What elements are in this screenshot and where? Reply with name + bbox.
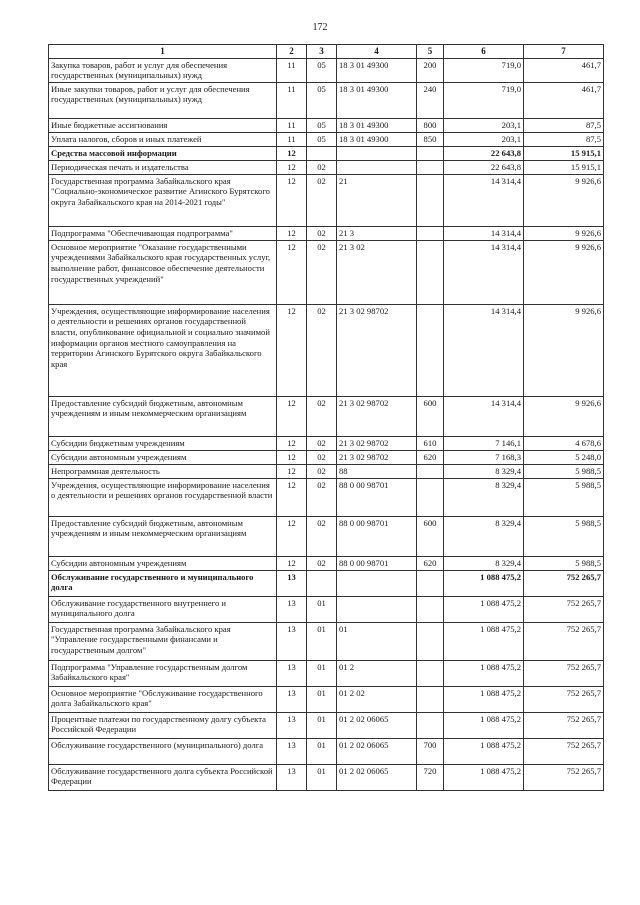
cell-section: 12 bbox=[277, 160, 307, 174]
cell-subsection: 01 bbox=[307, 738, 337, 764]
cell-subsection: 02 bbox=[307, 464, 337, 478]
cell-subsection: 02 bbox=[307, 240, 337, 304]
table-row bbox=[49, 304, 604, 396]
cell-amount-year1: 14 314,4 bbox=[444, 304, 524, 396]
cell-name: Процентные платежи по государственному долгу субъекта Российской Федерации bbox=[49, 712, 277, 738]
cell-name: Обслуживание государственного и муниципального долга bbox=[49, 570, 277, 596]
cell-name: Государственная программа Забайкальского края "Социально-экономическое развитие Агинского Бурятского округа Забайкальского края на 2014-2021 годы" bbox=[49, 174, 277, 226]
cell-amount-year2: 5 988,5 bbox=[524, 478, 604, 516]
cell-amount-year1: 8 329,4 bbox=[444, 478, 524, 516]
cell-name: Основное мероприятие "Обслуживание государственного долга Забайкальского края" bbox=[49, 686, 277, 712]
cell-amount-year1: 14 314,4 bbox=[444, 396, 524, 436]
cell-name: Государственная программа Забайкальского края "Управление государственными финансами и государственным долгом" bbox=[49, 622, 277, 660]
table-row bbox=[49, 132, 604, 146]
cell-amount-year1: 7 146,1 bbox=[444, 436, 524, 450]
cell-name: Субсидии автономным учреждениям bbox=[49, 556, 277, 570]
cell-subsection: 01 bbox=[307, 622, 337, 660]
table-row bbox=[49, 436, 604, 450]
cell-expense-type bbox=[417, 226, 444, 240]
cell-expense-type bbox=[417, 712, 444, 738]
cell-name: Закупка товаров, работ и услуг для обеспечения государственных (муниципальных) нужд bbox=[49, 58, 277, 82]
cell-section: 12 bbox=[277, 146, 307, 160]
page-number: 172 bbox=[312, 22, 328, 33]
table-row bbox=[49, 596, 604, 622]
cell-subsection bbox=[307, 146, 337, 160]
header-cell: 4 bbox=[337, 45, 417, 59]
cell-amount-year2: 752 265,7 bbox=[524, 764, 604, 790]
cell-amount-year1: 719,0 bbox=[444, 82, 524, 118]
table-row bbox=[49, 118, 604, 132]
cell-amount-year1: 1 088 475,2 bbox=[444, 622, 524, 660]
cell-target-article bbox=[337, 146, 417, 160]
cell-section: 12 bbox=[277, 226, 307, 240]
cell-section: 12 bbox=[277, 174, 307, 226]
cell-expense-type bbox=[417, 174, 444, 226]
cell-amount-year1: 719,0 bbox=[444, 58, 524, 82]
cell-expense-type: 850 bbox=[417, 132, 444, 146]
cell-target-article: 01 bbox=[337, 622, 417, 660]
cell-target-article: 21 3 bbox=[337, 226, 417, 240]
cell-section: 11 bbox=[277, 132, 307, 146]
cell-expense-type: 800 bbox=[417, 118, 444, 132]
cell-amount-year2: 9 926,6 bbox=[524, 396, 604, 436]
cell-target-article: 21 3 02 98702 bbox=[337, 436, 417, 450]
cell-amount-year2: 4 678,6 bbox=[524, 436, 604, 450]
cell-subsection: 01 bbox=[307, 686, 337, 712]
cell-expense-type: 620 bbox=[417, 556, 444, 570]
cell-amount-year2: 87,5 bbox=[524, 132, 604, 146]
cell-amount-year1: 14 314,4 bbox=[444, 226, 524, 240]
cell-expense-type: 720 bbox=[417, 764, 444, 790]
cell-expense-type bbox=[417, 596, 444, 622]
cell-amount-year1: 1 088 475,2 bbox=[444, 712, 524, 738]
cell-target-article: 88 0 00 98701 bbox=[337, 478, 417, 516]
header-cell: 7 bbox=[524, 45, 604, 59]
cell-name: Иные закупки товаров, работ и услуг для обеспечения государственных (муниципальных) нужд bbox=[49, 82, 277, 118]
cell-amount-year2: 5 248,0 bbox=[524, 450, 604, 464]
cell-expense-type: 700 bbox=[417, 738, 444, 764]
cell-subsection: 02 bbox=[307, 556, 337, 570]
table-row bbox=[49, 622, 604, 660]
cell-amount-year2: 5 988,5 bbox=[524, 516, 604, 556]
cell-amount-year2: 5 988,5 bbox=[524, 556, 604, 570]
cell-amount-year1: 1 088 475,2 bbox=[444, 570, 524, 596]
cell-section: 12 bbox=[277, 450, 307, 464]
cell-target-article: 88 0 00 98701 bbox=[337, 556, 417, 570]
cell-amount-year2: 752 265,7 bbox=[524, 738, 604, 764]
cell-subsection: 01 bbox=[307, 712, 337, 738]
cell-expense-type: 200 bbox=[417, 58, 444, 82]
cell-expense-type: 620 bbox=[417, 450, 444, 464]
cell-amount-year2: 752 265,7 bbox=[524, 570, 604, 596]
cell-amount-year2: 87,5 bbox=[524, 118, 604, 132]
cell-amount-year2: 9 926,6 bbox=[524, 304, 604, 396]
table-row bbox=[49, 570, 604, 596]
cell-target-article: 21 3 02 98702 bbox=[337, 450, 417, 464]
cell-amount-year1: 7 168,3 bbox=[444, 450, 524, 464]
cell-name: Учреждения, осуществляющие информирование населения о деятельности и решениях органов государственной власти, опубликование официальной и социально значимой информации органов местного самоуправления на территории Агинского Бурятского округа Забайкальского края bbox=[49, 304, 277, 396]
table-row bbox=[49, 160, 604, 174]
cell-section: 13 bbox=[277, 570, 307, 596]
cell-amount-year2: 752 265,7 bbox=[524, 712, 604, 738]
cell-expense-type: 610 bbox=[417, 436, 444, 450]
cell-amount-year2: 752 265,7 bbox=[524, 596, 604, 622]
cell-target-article: 18 3 01 49300 bbox=[337, 132, 417, 146]
cell-section: 11 bbox=[277, 58, 307, 82]
header-cell: 5 bbox=[417, 45, 444, 59]
cell-amount-year1: 14 314,4 bbox=[444, 174, 524, 226]
cell-subsection: 05 bbox=[307, 82, 337, 118]
cell-subsection: 02 bbox=[307, 174, 337, 226]
cell-name: Средства массовой информации bbox=[49, 146, 277, 160]
cell-section: 12 bbox=[277, 516, 307, 556]
cell-target-article bbox=[337, 160, 417, 174]
cell-amount-year2: 752 265,7 bbox=[524, 622, 604, 660]
cell-section: 13 bbox=[277, 764, 307, 790]
cell-name: Периодическая печать и издательства bbox=[49, 160, 277, 174]
cell-subsection: 05 bbox=[307, 58, 337, 82]
cell-subsection: 01 bbox=[307, 660, 337, 686]
cell-expense-type bbox=[417, 622, 444, 660]
cell-name: Учреждения, осуществляющие информирование населения о деятельности и решениях органов государственной власти bbox=[49, 478, 277, 516]
cell-target-article: 88 0 00 98701 bbox=[337, 516, 417, 556]
cell-target-article: 01 2 02 06065 bbox=[337, 738, 417, 764]
table-row bbox=[49, 396, 604, 436]
table-row bbox=[49, 764, 604, 790]
table-row bbox=[49, 226, 604, 240]
cell-amount-year2: 461,7 bbox=[524, 82, 604, 118]
table-row bbox=[49, 464, 604, 478]
cell-section: 12 bbox=[277, 304, 307, 396]
cell-expense-type bbox=[417, 570, 444, 596]
table-row bbox=[49, 174, 604, 226]
cell-name: Обслуживание государственного долга субъекта Российской Федерации bbox=[49, 764, 277, 790]
table-row bbox=[49, 556, 604, 570]
cell-amount-year1: 22 643,8 bbox=[444, 146, 524, 160]
cell-amount-year1: 8 329,4 bbox=[444, 516, 524, 556]
cell-amount-year2: 9 926,6 bbox=[524, 240, 604, 304]
cell-subsection: 01 bbox=[307, 764, 337, 790]
header-cell: 3 bbox=[307, 45, 337, 59]
cell-name: Обслуживание государственного внутреннего и муниципального долга bbox=[49, 596, 277, 622]
cell-section: 11 bbox=[277, 118, 307, 132]
cell-name: Подпрограмма "Обеспечивающая подпрограмма" bbox=[49, 226, 277, 240]
cell-name: Субсидии автономным учреждениям bbox=[49, 450, 277, 464]
cell-target-article: 88 bbox=[337, 464, 417, 478]
cell-expense-type: 240 bbox=[417, 82, 444, 118]
cell-amount-year1: 8 329,4 bbox=[444, 464, 524, 478]
cell-expense-type bbox=[417, 686, 444, 712]
cell-subsection: 02 bbox=[307, 478, 337, 516]
cell-name: Предоставление субсидий бюджетным, автономным учреждениям и иным некоммерческим организациям bbox=[49, 516, 277, 556]
cell-name: Основное мероприятие "Оказание государственными учреждениями Забайкальского края государственных услуг, выполнение работ, финансовое обеспечение деятельности государственных учреждений" bbox=[49, 240, 277, 304]
cell-target-article bbox=[337, 596, 417, 622]
cell-target-article: 01 2 02 06065 bbox=[337, 764, 417, 790]
cell-subsection: 02 bbox=[307, 160, 337, 174]
cell-section: 13 bbox=[277, 738, 307, 764]
cell-expense-type: 600 bbox=[417, 396, 444, 436]
cell-amount-year2: 15 915,1 bbox=[524, 146, 604, 160]
table-row bbox=[49, 516, 604, 556]
cell-section: 12 bbox=[277, 396, 307, 436]
cell-expense-type bbox=[417, 478, 444, 516]
cell-target-article: 21 3 02 98702 bbox=[337, 396, 417, 436]
cell-section: 13 bbox=[277, 686, 307, 712]
cell-name: Уплата налогов, сборов и иных платежей bbox=[49, 132, 277, 146]
table-row bbox=[49, 686, 604, 712]
cell-subsection: 02 bbox=[307, 450, 337, 464]
cell-amount-year1: 203,1 bbox=[444, 118, 524, 132]
cell-amount-year1: 1 088 475,2 bbox=[444, 686, 524, 712]
budget-table bbox=[48, 44, 604, 791]
cell-subsection: 02 bbox=[307, 396, 337, 436]
cell-section: 13 bbox=[277, 596, 307, 622]
cell-name: Предоставление субсидий бюджетным, автономным учреждениям и иным некоммерческим организациям bbox=[49, 396, 277, 436]
cell-expense-type bbox=[417, 304, 444, 396]
cell-amount-year2: 461,7 bbox=[524, 58, 604, 82]
cell-subsection: 02 bbox=[307, 304, 337, 396]
cell-amount-year1: 203,1 bbox=[444, 132, 524, 146]
cell-amount-year2: 5 988,5 bbox=[524, 464, 604, 478]
cell-amount-year2: 9 926,6 bbox=[524, 226, 604, 240]
cell-name: Иные бюджетные ассигнования bbox=[49, 118, 277, 132]
cell-expense-type: 600 bbox=[417, 516, 444, 556]
cell-section: 12 bbox=[277, 556, 307, 570]
header-cell: 2 bbox=[277, 45, 307, 59]
table-row bbox=[49, 240, 604, 304]
cell-section: 12 bbox=[277, 436, 307, 450]
cell-expense-type bbox=[417, 146, 444, 160]
cell-expense-type bbox=[417, 464, 444, 478]
cell-amount-year2: 752 265,7 bbox=[524, 686, 604, 712]
cell-section: 11 bbox=[277, 82, 307, 118]
cell-subsection: 02 bbox=[307, 226, 337, 240]
table-row bbox=[49, 82, 604, 118]
table-row bbox=[49, 738, 604, 764]
cell-section: 13 bbox=[277, 660, 307, 686]
cell-target-article: 01 2 02 06065 bbox=[337, 712, 417, 738]
cell-amount-year1: 1 088 475,2 bbox=[444, 596, 524, 622]
cell-target-article bbox=[337, 570, 417, 596]
cell-section: 12 bbox=[277, 478, 307, 516]
cell-target-article: 21 3 02 98702 bbox=[337, 304, 417, 396]
cell-amount-year2: 9 926,6 bbox=[524, 174, 604, 226]
cell-name: Обслуживание государственного (муниципального) долга bbox=[49, 738, 277, 764]
cell-target-article: 18 3 01 49300 bbox=[337, 82, 417, 118]
cell-target-article: 21 3 02 bbox=[337, 240, 417, 304]
table-row bbox=[49, 712, 604, 738]
cell-amount-year1: 1 088 475,2 bbox=[444, 764, 524, 790]
cell-section: 13 bbox=[277, 622, 307, 660]
header-row bbox=[49, 45, 604, 59]
cell-target-article: 21 bbox=[337, 174, 417, 226]
cell-subsection: 05 bbox=[307, 118, 337, 132]
table-row bbox=[49, 660, 604, 686]
table-row bbox=[49, 58, 604, 82]
cell-section: 12 bbox=[277, 240, 307, 304]
cell-target-article: 01 2 bbox=[337, 660, 417, 686]
cell-amount-year1: 8 329,4 bbox=[444, 556, 524, 570]
cell-amount-year1: 14 314,4 bbox=[444, 240, 524, 304]
cell-expense-type bbox=[417, 660, 444, 686]
cell-subsection bbox=[307, 570, 337, 596]
table-row bbox=[49, 450, 604, 464]
cell-target-article: 18 3 01 49300 bbox=[337, 58, 417, 82]
cell-amount-year1: 1 088 475,2 bbox=[444, 660, 524, 686]
cell-amount-year2: 15 915,1 bbox=[524, 160, 604, 174]
cell-subsection: 02 bbox=[307, 516, 337, 556]
cell-name: Непрограммная деятельность bbox=[49, 464, 277, 478]
cell-expense-type bbox=[417, 240, 444, 304]
header-cell: 1 bbox=[49, 45, 277, 59]
cell-expense-type bbox=[417, 160, 444, 174]
cell-name: Субсидии бюджетным учреждениям bbox=[49, 436, 277, 450]
cell-section: 13 bbox=[277, 712, 307, 738]
table-row bbox=[49, 146, 604, 160]
cell-section: 12 bbox=[277, 464, 307, 478]
cell-target-article: 01 2 02 bbox=[337, 686, 417, 712]
cell-amount-year1: 22 643,8 bbox=[444, 160, 524, 174]
header-cell: 6 bbox=[444, 45, 524, 59]
table-row bbox=[49, 478, 604, 516]
cell-subsection: 02 bbox=[307, 436, 337, 450]
cell-subsection: 05 bbox=[307, 132, 337, 146]
cell-amount-year1: 1 088 475,2 bbox=[444, 738, 524, 764]
cell-target-article: 18 3 01 49300 bbox=[337, 118, 417, 132]
cell-amount-year2: 752 265,7 bbox=[524, 660, 604, 686]
cell-subsection: 01 bbox=[307, 596, 337, 622]
cell-name: Подпрограмма "Управление государственным долгом Забайкальского края" bbox=[49, 660, 277, 686]
